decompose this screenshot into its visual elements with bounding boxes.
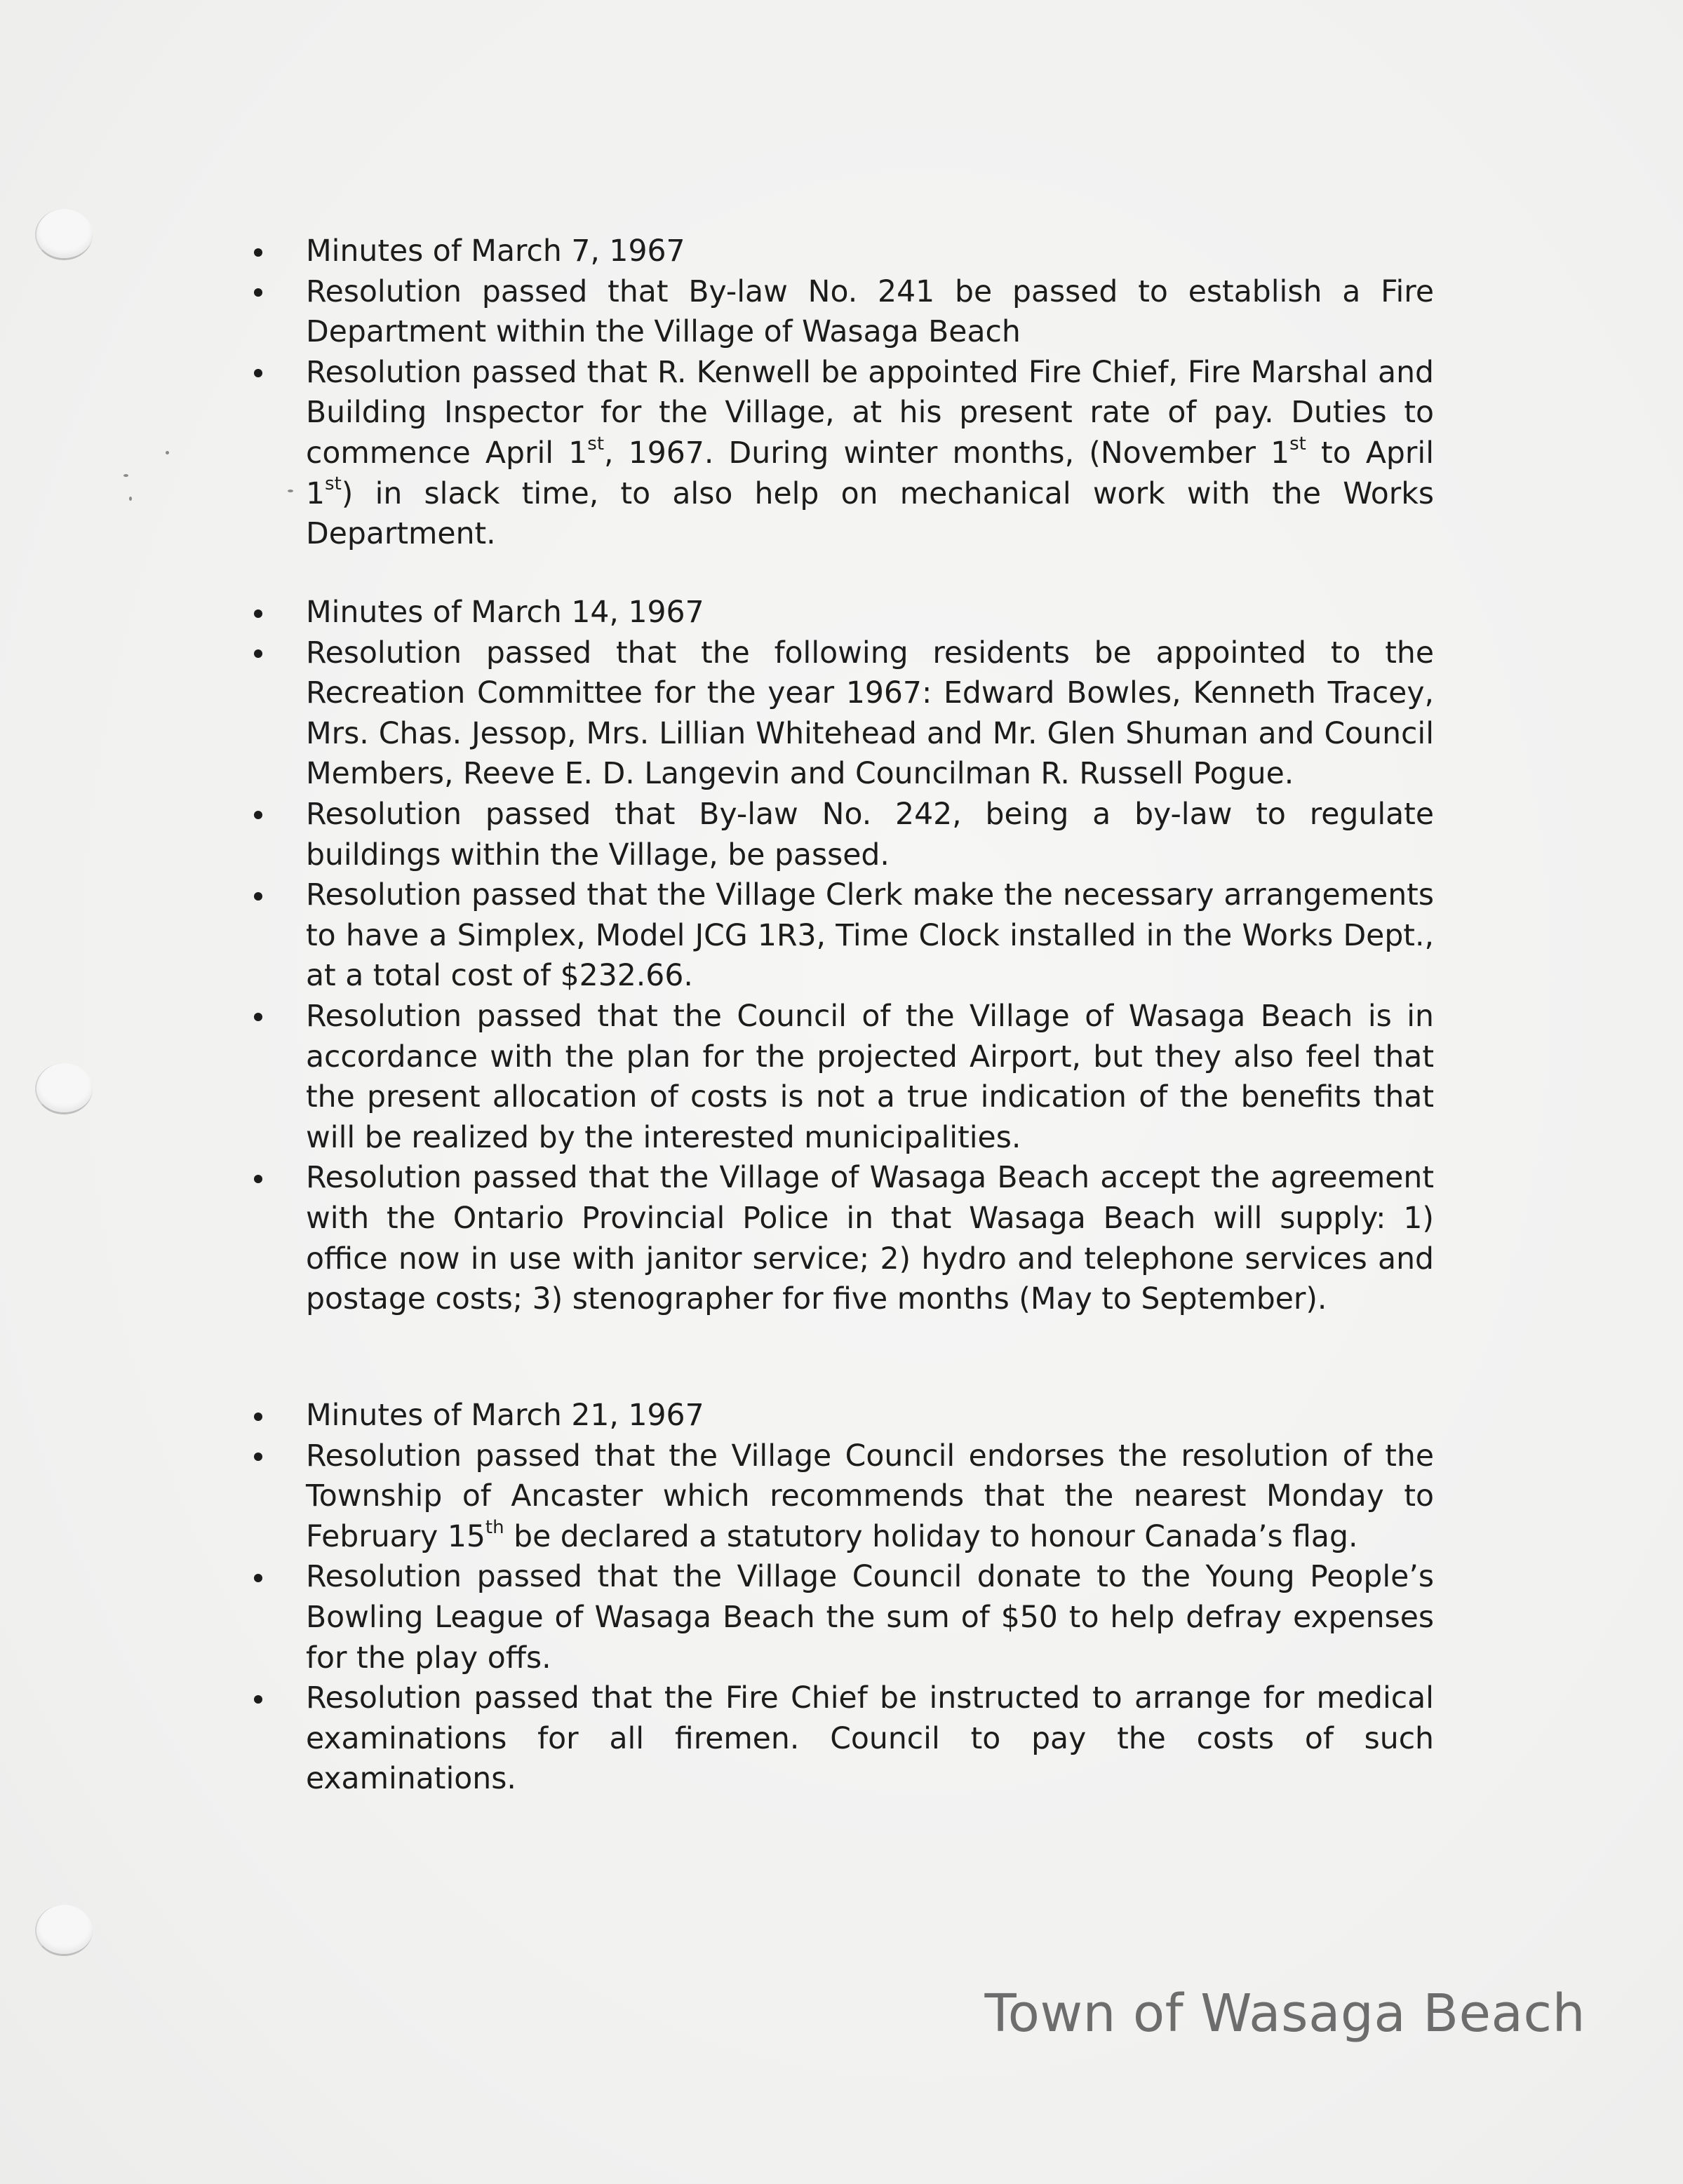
list-item	[254, 997, 1434, 1158]
resolution-list	[254, 1396, 1434, 1800]
list-item	[254, 593, 1434, 633]
bullet	[254, 272, 268, 313]
item-text: Minutes of March 14, 1967	[306, 595, 704, 630]
list-item	[254, 1396, 1434, 1436]
bullet	[254, 875, 268, 916]
item-text: Minutes of March 21, 1967	[306, 1398, 704, 1433]
scan-speck	[123, 474, 128, 477]
list-item	[254, 633, 1434, 795]
resolution-list	[254, 231, 1434, 555]
bullet	[254, 1396, 268, 1436]
list-item	[254, 795, 1434, 875]
list-item	[254, 353, 1434, 555]
ordinal-suffix: st	[325, 473, 342, 495]
punch-hole-bottom	[35, 1905, 93, 1956]
item-text: Resolution passed that R. Kenwell be appointed Fire Chief, Fire Marshal and Building Inspector for the Village, at his present rate of pay. Duties to commence April 1st, 1967. During winter months, (November 1st to April 1st) in slack time, to also help on mechanical work with the Works Department.	[306, 355, 1435, 552]
item-text: Resolution passed that the Village Clerk make the necessary arrangements to have a Simplex, Model JCG 1R3, Time Clock installed in the Works Dept., at a total cost of $232.66.	[306, 878, 1434, 994]
minutes-section-march-21	[254, 1396, 1434, 1800]
list-item	[254, 231, 1434, 272]
item-text: Resolution passed that By-law No. 242, being a by-law to regulate buildings within the Village, be passed.	[306, 797, 1434, 872]
list-item	[254, 272, 1434, 353]
punch-hole-middle	[35, 1063, 93, 1114]
scan-speck	[166, 451, 169, 454]
item-text: Resolution passed that the Village Council endorses the resolution of the Township of Ancaster which recommends that the nearest Monday to February 15th be declared a statutory holiday to honour Canada’s flag.	[306, 1438, 1434, 1554]
bullet	[254, 795, 268, 835]
item-text: Resolution passed that the Fire Chief be instructed to arrange for medical examinations for all firemen. Council to pay the costs of such examinations.	[306, 1681, 1434, 1797]
list-item	[254, 1158, 1434, 1319]
item-text: Resolution passed that By-law No. 241 be passed to establish a Fire Department within the Village of Wasaga Beach	[306, 274, 1434, 350]
list-item	[254, 1678, 1434, 1800]
ordinal-suffix: th	[485, 1516, 504, 1538]
item-text: Minutes of March 7, 1967	[306, 234, 685, 269]
bullet	[254, 593, 268, 633]
bullet	[254, 1557, 268, 1598]
list-item	[254, 1436, 1434, 1558]
list-item	[254, 875, 1434, 997]
item-text: Resolution passed that the following residents be appointed to the Recreation Committee for the year 1967: Edward Bowles, Kenneth Tracey, Mrs. Chas. Jessop, Mrs. Lillian Whitehead and Mr. Glen Shuman and Council Members, Reeve E. D. Langevin and Councilman R. Russell Pogue.	[306, 635, 1434, 792]
item-text: Resolution passed that the Village Council donate to the Young People’s Bowling League of Wasaga Beach the sum of $50 to help defray expenses for the play offs.	[306, 1560, 1434, 1676]
item-text: Resolution passed that the Council of the Village of Wasaga Beach is in accordance with the plan for the projected Airport, but they also feel that the present allocation of costs is not a true indication of the benefits that will be realized by the interested municipalities.	[306, 999, 1434, 1155]
bullet	[254, 997, 268, 1037]
ordinal-suffix: st	[587, 433, 605, 454]
bullet	[254, 633, 268, 674]
bullet	[254, 1158, 268, 1199]
ordinal-suffix: st	[1289, 433, 1306, 454]
bullet	[254, 1678, 268, 1719]
resolution-list	[254, 593, 1434, 1320]
list-item	[254, 1557, 1434, 1678]
item-text: Resolution passed that the Village of Wasaga Beach accept the agreement with the Ontario Provincial Police in that Wasaga Beach will supply: 1) office now in use with janitor service; 2) hydro and telephone services and postage costs; 3) stenographer for five months (May to September).	[306, 1161, 1434, 1317]
bullet	[254, 231, 268, 272]
bullet	[254, 353, 268, 393]
minutes-section-march-14	[254, 593, 1434, 1320]
bullet	[254, 1436, 268, 1477]
punch-hole-top	[35, 209, 93, 260]
scan-speck	[129, 497, 132, 501]
minutes-section-march-7	[254, 231, 1434, 555]
watermark-text: Town of Wasaga Beach	[984, 1983, 1585, 2044]
